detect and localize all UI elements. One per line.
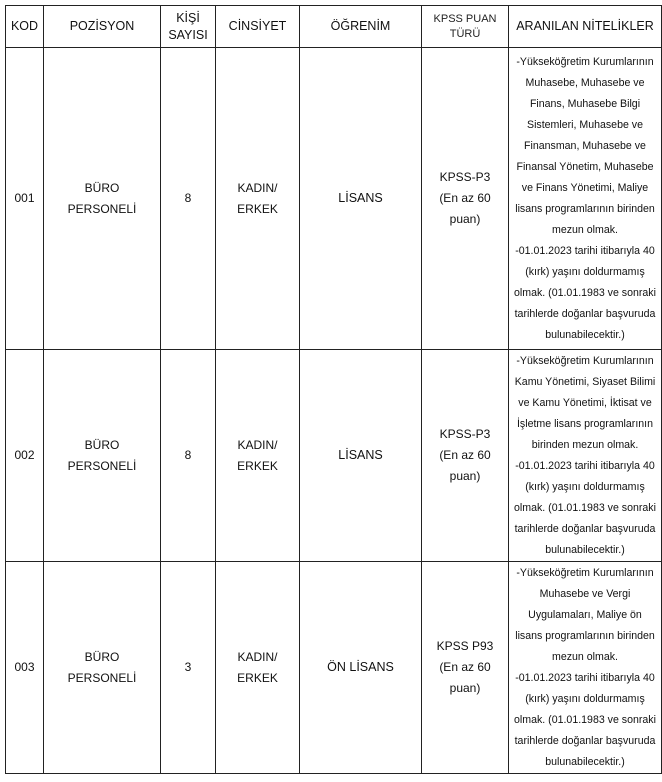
cell-kod: 003 [6, 562, 44, 774]
requirement-age-line: bulunabilecektir.) [545, 543, 625, 556]
requirement-age-line: tarihlerde doğanlar başvuruda [514, 522, 656, 535]
requirement-education-line: mezun olmak. [552, 650, 618, 663]
pozisyon-line: BÜRO [84, 180, 120, 195]
requirement-age-line: (kırk) yaşını doldurmamış [525, 265, 645, 278]
pozisyon-line: PERSONELİ [67, 670, 137, 685]
header-ogrenim: ÖĞRENİM [300, 6, 422, 48]
cell-kisi-sayisi: 3 [161, 562, 216, 774]
requirement-education-line: Finans, Muhasebe Bilgi [529, 97, 641, 110]
cell-ogrenim: ÖN LİSANS [300, 562, 422, 774]
requirement-education-line: ve Finans Yönetimi, Maliye [521, 181, 649, 194]
cell-cinsiyet [216, 562, 300, 774]
requirement-education-line: mezun olmak. [552, 223, 618, 236]
cell-kod: 002 [6, 350, 44, 562]
cell-cinsiyet [216, 48, 300, 350]
requirement-age-line: bulunabilecektir.) [545, 755, 625, 768]
cell-pozisyon [44, 562, 161, 774]
cell-kisi-sayisi: 8 [161, 48, 216, 350]
cell-kisi-sayisi: 8 [161, 350, 216, 562]
pozisyon-line: PERSONELİ [67, 458, 137, 473]
job-positions-table [5, 5, 662, 774]
cell-kpss [422, 48, 509, 350]
kpss-line: KPSS P93 [436, 639, 494, 653]
header-kpss [422, 6, 509, 48]
requirement-education-line: lisans programlarının birinden [515, 629, 655, 642]
header-cinsiyet: CİNSİYET [216, 6, 300, 48]
table-row [6, 48, 662, 350]
pozisyon-line: BÜRO [84, 437, 120, 452]
header-kisi-sayisi [161, 6, 216, 48]
cell-pozisyon [44, 48, 161, 350]
requirement-education-line: lisans programlarının birinden [515, 202, 655, 215]
kpss-line: puan) [449, 469, 481, 483]
requirement-age-line: -01.01.2023 tarihi itibarıyla 40 [515, 671, 655, 684]
table-row [6, 350, 662, 562]
requirement-age-line: (kırk) yaşını doldurmamış [525, 480, 645, 493]
cell-ogrenim: LİSANS [300, 350, 422, 562]
cell-cinsiyet [216, 350, 300, 562]
kpss-line: (En az 60 [439, 660, 491, 674]
requirement-age-line: olmak. (01.01.1983 ve sonraki [514, 713, 656, 726]
requirement-education-line: İşletme lisans programlarının [516, 417, 653, 430]
requirement-education-line: -Yükseköğretim Kurumlarının [516, 55, 654, 68]
requirement-education-line: Muhasebe ve Vergi [539, 587, 631, 600]
pozisyon-line: BÜRO [84, 649, 120, 664]
cinsiyet-line: KADIN/ [237, 437, 278, 452]
cinsiyet-line: KADIN/ [237, 649, 278, 664]
header-row [6, 6, 662, 48]
header-kod: KOD [6, 6, 44, 48]
table-row [6, 562, 662, 774]
requirement-age-line: tarihlerde doğanlar başvuruda [514, 307, 656, 320]
cell-nitelikler [509, 350, 662, 562]
requirement-education-line: birinden mezun olmak. [531, 438, 639, 451]
requirement-education-line: ve Kamu Yönetimi, İktisat ve [518, 396, 652, 409]
cell-kpss [422, 350, 509, 562]
requirement-age-line: olmak. (01.01.1983 ve sonraki [514, 501, 656, 514]
requirement-education-line: Finansman, Muhasebe ve [524, 139, 646, 152]
header-kisi-line-1: KİŞİ [176, 10, 200, 25]
requirement-age-line: -01.01.2023 tarihi itibarıyla 40 [515, 244, 655, 257]
requirement-education-line: -Yükseköğretim Kurumlarının [516, 354, 654, 367]
cell-nitelikler [509, 48, 662, 350]
kpss-line: KPSS-P3 [439, 170, 491, 184]
kpss-line: puan) [449, 212, 481, 226]
requirement-age-line: olmak. (01.01.1983 ve sonraki [514, 286, 656, 299]
kpss-line: (En az 60 [439, 191, 491, 205]
pozisyon-line: PERSONELİ [67, 201, 137, 216]
cell-kpss [422, 562, 509, 774]
header-kpss-line-1: KPSS PUAN [433, 12, 497, 25]
cell-nitelikler [509, 562, 662, 774]
requirement-education-line: Uygulamaları, Maliye ön [528, 608, 642, 621]
header-kpss-line-2: TÜRÜ [449, 27, 481, 40]
requirement-education-line: Muhasebe, Muhasebe ve [525, 76, 645, 89]
requirement-education-line: -Yükseköğretim Kurumlarının [516, 566, 654, 579]
requirement-age-line: -01.01.2023 tarihi itibarıyla 40 [515, 459, 655, 472]
cinsiyet-line: ERKEK [237, 670, 278, 685]
requirement-age-line: (kırk) yaşını doldurmamış [525, 692, 645, 705]
cell-ogrenim: LİSANS [300, 48, 422, 350]
kpss-line: (En az 60 [439, 448, 491, 462]
header-nitelikler: ARANILAN NİTELİKLER [509, 6, 662, 48]
cell-kod: 001 [6, 48, 44, 350]
requirement-age-line: bulunabilecektir.) [545, 328, 625, 341]
header-pozisyon: POZİSYON [44, 6, 161, 48]
cinsiyet-line: KADIN/ [237, 180, 278, 195]
requirement-education-line: Kamu Yönetimi, Siyaset Bilimi [514, 375, 656, 388]
kpss-line: KPSS-P3 [439, 427, 491, 441]
cell-pozisyon [44, 350, 161, 562]
requirement-education-line: Sistemleri, Muhasebe ve [527, 118, 643, 131]
header-kisi-line-2: SAYISI [168, 27, 208, 42]
cinsiyet-line: ERKEK [237, 201, 278, 216]
requirement-age-line: tarihlerde doğanlar başvuruda [514, 734, 656, 747]
cinsiyet-line: ERKEK [237, 458, 278, 473]
requirement-education-line: Finansal Yönetim, Muhasebe [516, 160, 654, 173]
kpss-line: puan) [449, 681, 481, 695]
